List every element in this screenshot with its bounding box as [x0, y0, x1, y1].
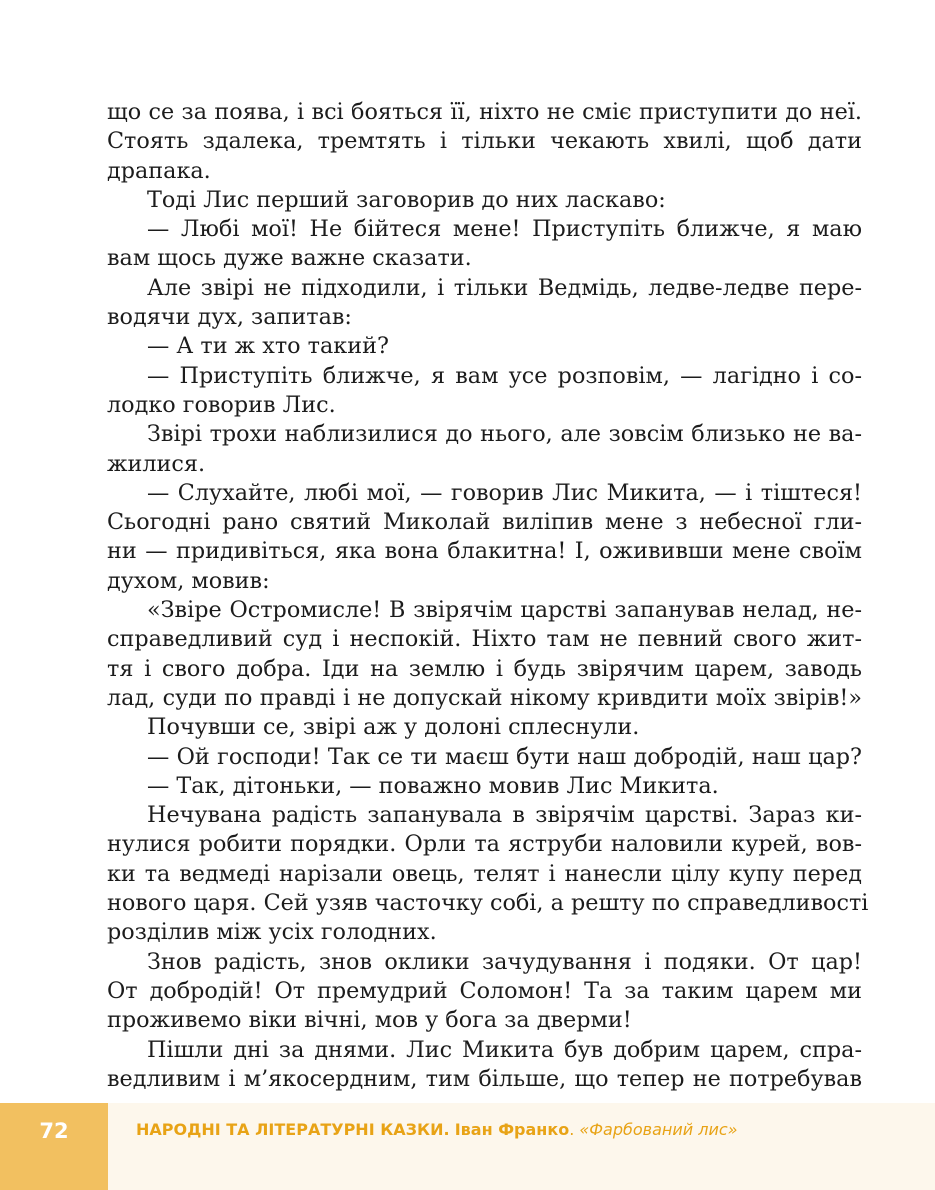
footer-bar [0, 1103, 935, 1190]
text-line: драпака. [107, 157, 211, 184]
text-line: тя і свого добра. Іди на землю і будь звірячим царем, заводь [107, 655, 862, 682]
text-line: Стоять здалека, тремтять і тільки чекають хвилі, щоб дати [107, 128, 862, 155]
text-line: Звірі трохи наблизилися до нього, але зовсім близько не ва- [147, 421, 862, 448]
text-line: — Любі мої! Не бійтеся мене! Приступіть ближче, я маю [147, 216, 862, 243]
text-line: — Так, дітоньки, — поважно мовив Лис Микита. [147, 772, 719, 799]
running-head-separator: . [569, 1120, 575, 1139]
running-head [136, 1120, 738, 1139]
text-line: вам щось дуже важне сказати. [107, 245, 472, 272]
text-line: Пішли дні за днями. Лис Микита був добрим царем, спра- [147, 1036, 862, 1063]
text-line: Але звірі не підходили, і тільки Ведмідь, ледве-ледве пере- [147, 274, 862, 301]
text-line: Тоді Лис перший заговорив до них ласкаво: [147, 186, 666, 213]
text-line: — Приступіть ближче, я вам усе розповім, — лагідно і со- [147, 362, 862, 389]
page-number: 72 [39, 1119, 69, 1143]
text-line: — Слухайте, любі мої, — говорив Лис Микита, — і тіштеся! [147, 479, 862, 506]
text-line: жилися. [107, 450, 206, 477]
text-line: лад, суди по правді і не допускай нікому кривдити моїх звірів!» [107, 684, 862, 711]
text-line: проживемо віки вічні, мов у бога за дверми! [107, 1007, 632, 1034]
text-line: Знов радість, знов оклики зачудування і подяки. От цар! [147, 948, 862, 975]
text-line: — Ой господи! Так се ти маєш бути наш добродій, наш цар? [147, 743, 862, 770]
text-line: Сьогодні рано святий Миколай виліпив мене з небесної гли- [107, 509, 862, 536]
text-line: От добродій! От премудрий Соломон! Та за таким царем ми [107, 977, 862, 1004]
text-line: «Звіре Остромисле! В звірячім царстві запанував нелад, не- [147, 597, 862, 624]
text-line: ведливим і м’якосердним, тим більше, що тепер не потребував [107, 1065, 862, 1092]
running-head-section: НАРОДНІ ТА ЛІТЕРАТУРНІ КАЗКИ. [136, 1120, 450, 1139]
text-line: ни — придивіться, яка вона блакитна! І, ожививши мене своїм [107, 538, 862, 565]
text-line: Почувши се, звірі аж у долоні сплеснули. [147, 714, 640, 741]
text-line: духом, мовив: [107, 567, 270, 594]
text-line: нового царя. Сей узяв часточку собі, а решту по справедливості [107, 890, 869, 917]
text-line: — А ти ж хто такий? [147, 333, 389, 360]
text-line: водячи дух, запитав: [107, 304, 352, 331]
text-line: розділив між усіх голодних. [107, 919, 437, 946]
page-number-box [0, 1103, 108, 1190]
text-line: нулися робити порядки. Орли та яструби наловили курей, вов- [107, 831, 862, 858]
text-line: ки та ведмеді нарізали овець, телят і нанесли цілу купу перед [107, 860, 862, 887]
body-text [107, 98, 869, 1094]
text-line: Нечувана радість запанувала в звірячім царстві. Зараз ки- [147, 802, 862, 829]
text-line: лодко говорив Лис. [107, 391, 336, 418]
text-line: справедливий суд і неспокій. Ніхто там не певний свого жит- [107, 626, 862, 653]
running-head-author: Іван Франко [454, 1120, 570, 1139]
running-head-work: «Фарбований лис» [579, 1120, 738, 1139]
text-line: що се за поява, і всі бояться її, ніхто не сміє приступити до неї. [107, 99, 862, 125]
